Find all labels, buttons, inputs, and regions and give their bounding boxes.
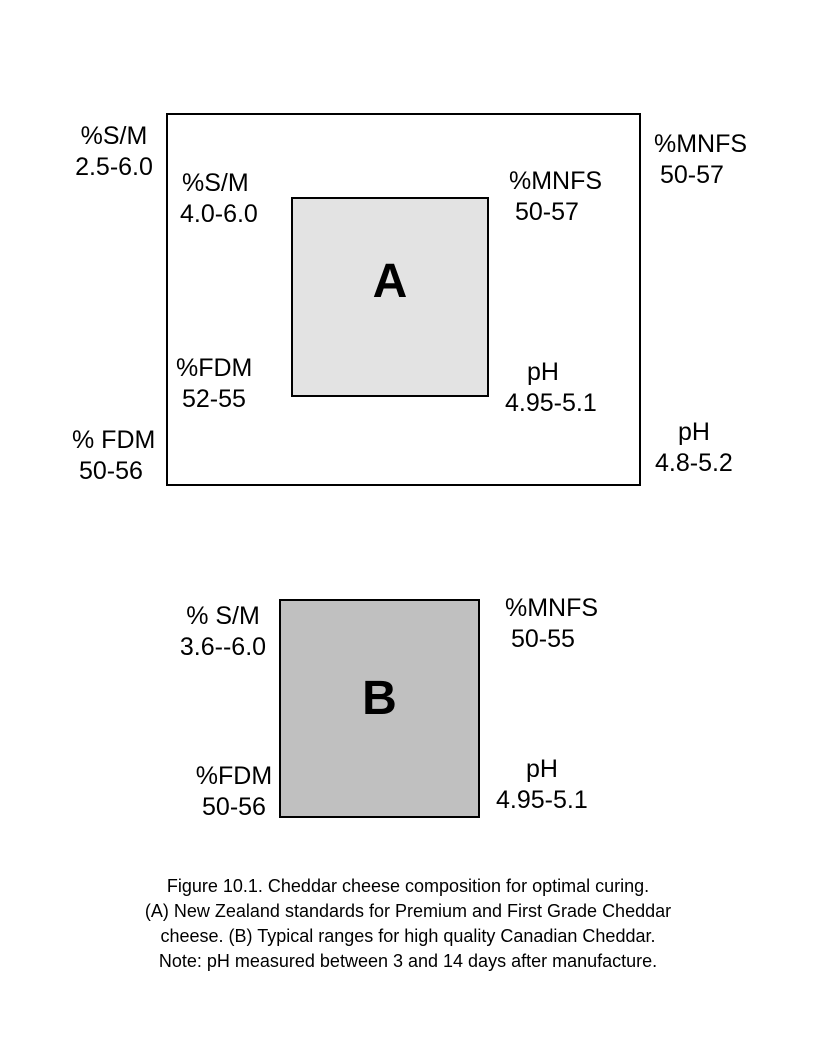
diagram-b-letter: B xyxy=(362,672,397,725)
diagram-a-outer-sm-label xyxy=(70,121,158,183)
param-range: 50-56 xyxy=(202,793,266,821)
diagram-a-outer-ph-label xyxy=(655,417,733,479)
param-range: 4.95-5.1 xyxy=(496,786,588,814)
param-name: %MNFS xyxy=(505,594,599,622)
param-range: 50-57 xyxy=(515,198,579,226)
figure-caption xyxy=(60,874,756,974)
param-name: pH xyxy=(678,418,710,446)
diagram-a-inner-fdm-label xyxy=(176,353,252,415)
diagram-b-sm-label xyxy=(176,601,270,663)
diagram-b-ph-label xyxy=(496,754,588,816)
param-name: pH xyxy=(526,755,558,783)
param-name: pH xyxy=(527,358,559,386)
caption-line: Figure 10.1. Cheddar cheese composition for optimal curing. xyxy=(166,876,650,896)
caption-line: cheese. (B) Typical ranges for high quality Canadian Cheddar. xyxy=(160,926,656,946)
diagram-a-outer-fdm-label xyxy=(72,425,155,487)
param-range: 50-56 xyxy=(79,457,143,485)
param-name: %FDM xyxy=(195,762,273,790)
diagram-a-inner-mnfs-label xyxy=(509,166,602,228)
param-range: 4.95-5.1 xyxy=(505,389,597,417)
caption-line: Note: pH measured between 3 and 14 days after manufacture. xyxy=(158,951,658,971)
diagram-a-inner-sm-label xyxy=(180,168,258,230)
param-range: 4.8-5.2 xyxy=(655,449,733,477)
param-range: 3.6--6.0 xyxy=(179,633,267,661)
caption-line: (A) New Zealand standards for Premium and First Grade Cheddar xyxy=(144,901,672,921)
param-name: %S/M xyxy=(80,122,148,150)
param-range: 52-55 xyxy=(182,385,246,413)
param-name: %S/M xyxy=(182,169,249,197)
diagram-a-letter: A xyxy=(372,255,408,308)
param-name: % FDM xyxy=(72,426,156,454)
param-range: 2.5-6.0 xyxy=(75,153,153,181)
diagram-b-mnfs-label xyxy=(505,593,598,655)
param-name: %MNFS xyxy=(509,167,603,195)
diagram-b-fdm-label xyxy=(192,761,276,823)
diagram-a-outer-mnfs-label xyxy=(654,129,747,191)
param-name: % S/M xyxy=(186,602,260,630)
param-range: 4.0-6.0 xyxy=(180,200,258,228)
param-range: 50-57 xyxy=(660,161,724,189)
param-range: 50-55 xyxy=(511,625,575,653)
param-name: %FDM xyxy=(176,354,253,382)
diagram-a-inner-ph-label xyxy=(505,357,597,419)
param-name: %MNFS xyxy=(654,130,748,158)
